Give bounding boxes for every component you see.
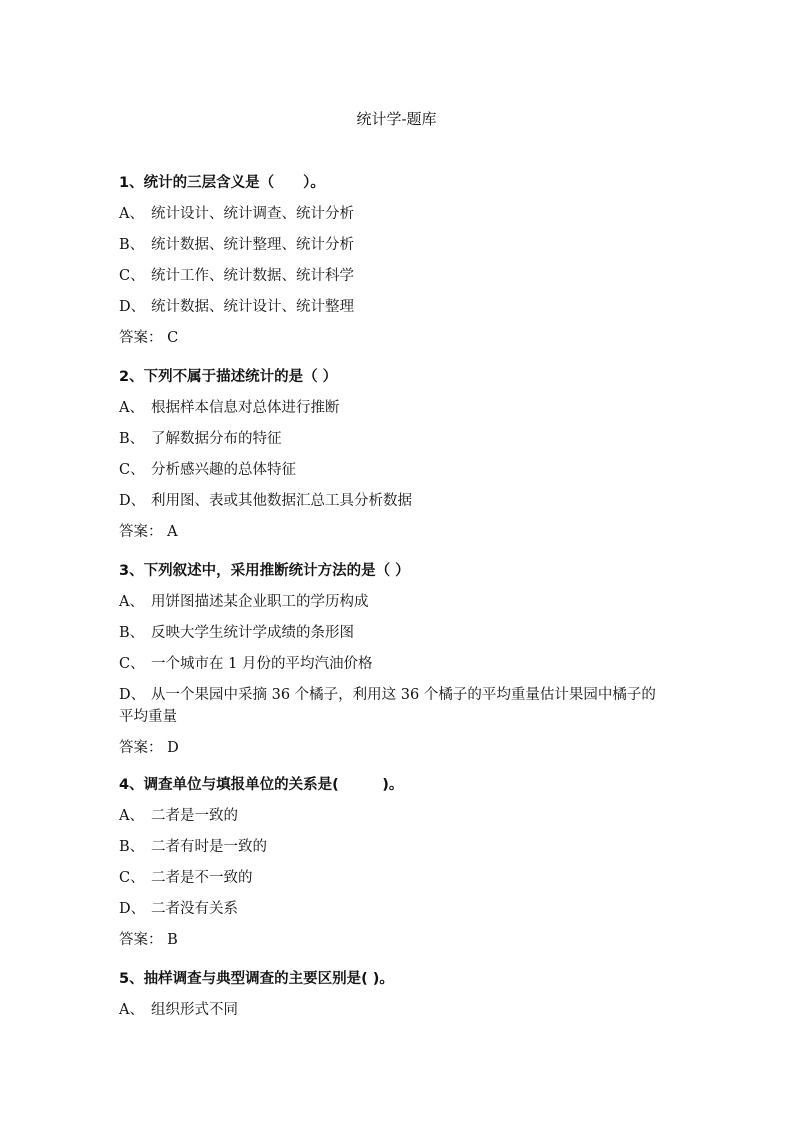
question-2: [119, 366, 679, 543]
answer-value: D: [167, 740, 179, 756]
option-text: 二者有时是一致的: [151, 839, 267, 855]
option-d: [119, 490, 679, 512]
option-letter: A、: [119, 206, 144, 222]
question-4: [119, 774, 679, 951]
question-1: [119, 172, 679, 349]
option-text: 统计数据、统计设计、统计整理: [151, 299, 354, 315]
option-text: 根据样本信息对总体进行推断: [151, 400, 340, 416]
option-d: [119, 296, 679, 318]
question-text: 5、抽样调查与典型调查的主要区别是( )。: [119, 971, 394, 987]
answer-line: [119, 521, 679, 543]
option-text: 用饼图描述某企业职工的学历构成: [151, 594, 369, 610]
option-letter: B、: [119, 839, 145, 855]
option-letter: C、: [119, 268, 145, 284]
option-a: [119, 805, 679, 827]
option-letter: B、: [119, 625, 145, 641]
option-letter: D、: [119, 299, 146, 315]
option-b: [119, 622, 679, 644]
option-text: 二者是一致的: [151, 808, 238, 824]
question-5: [119, 968, 679, 1030]
answer-line: [119, 929, 679, 951]
option-a: [119, 999, 679, 1021]
answer-label: 答案：: [119, 932, 163, 948]
answer-value: A: [167, 524, 178, 540]
option-text: 组织形式不同: [151, 1002, 238, 1018]
option-letter: B、: [119, 237, 145, 253]
option-c: [119, 653, 679, 675]
question-3: [119, 560, 679, 759]
option-b: [119, 428, 679, 450]
option-letter: B、: [119, 431, 145, 447]
option-text: 统计工作、统计数据、统计科学: [151, 268, 354, 284]
answer-value: B: [167, 932, 178, 948]
document-title: 统计学-题库: [356, 110, 437, 128]
option-letter: D、: [119, 687, 146, 703]
option-c: [119, 459, 679, 481]
option-d: [119, 684, 667, 728]
answer-label: 答案：: [119, 330, 163, 346]
option-c: [119, 867, 679, 889]
option-text: 二者是不一致的: [151, 870, 253, 886]
option-text: 分析感兴趣的总体特征: [151, 462, 296, 478]
option-text: 统计设计、统计调查、统计分析: [151, 206, 354, 222]
option-a: [119, 397, 679, 419]
question-text: 2、下列不属于描述统计的是（ ）: [119, 369, 338, 385]
option-a: [119, 591, 679, 613]
option-letter: C、: [119, 462, 145, 478]
option-d: [119, 898, 679, 920]
option-text: 二者没有关系: [151, 901, 238, 917]
option-text: 了解数据分布的特征: [151, 431, 282, 447]
option-text: 从一个果园中采摘 36 个橘子，利用这 36 个橘子的平均重量估计果园中橘子的平均重量: [119, 687, 656, 725]
option-letter: D、: [119, 901, 146, 917]
option-text: 利用图、表或其他数据汇总工具分析数据: [151, 493, 412, 509]
option-letter: A、: [119, 400, 144, 416]
option-letter: A、: [119, 808, 144, 824]
answer-line: [119, 737, 679, 759]
option-text: 统计数据、统计整理、统计分析: [151, 237, 354, 253]
answer-line: [119, 327, 679, 349]
question-text: 3、下列叙述中，采用推断统计方法的是（ ）: [119, 563, 410, 579]
option-text: 一个城市在 1 月份的平均汽油价格: [151, 656, 373, 672]
option-a: [119, 203, 679, 225]
option-b: [119, 836, 679, 858]
answer-label: 答案：: [119, 524, 163, 540]
question-text: 1、统计的三层含义是（ ）。: [119, 175, 325, 191]
option-letter: A、: [119, 1002, 144, 1018]
option-text: 反映大学生统计学成绩的条形图: [151, 625, 354, 641]
question-text: 4、调查单位与填报单位的关系是( )。: [119, 777, 404, 793]
option-letter: C、: [119, 656, 145, 672]
answer-value: C: [167, 330, 179, 346]
option-letter: C、: [119, 870, 145, 886]
answer-label: 答案：: [119, 740, 163, 756]
option-c: [119, 265, 679, 287]
option-letter: A、: [119, 594, 144, 610]
option-letter: D、: [119, 493, 146, 509]
option-b: [119, 234, 679, 256]
